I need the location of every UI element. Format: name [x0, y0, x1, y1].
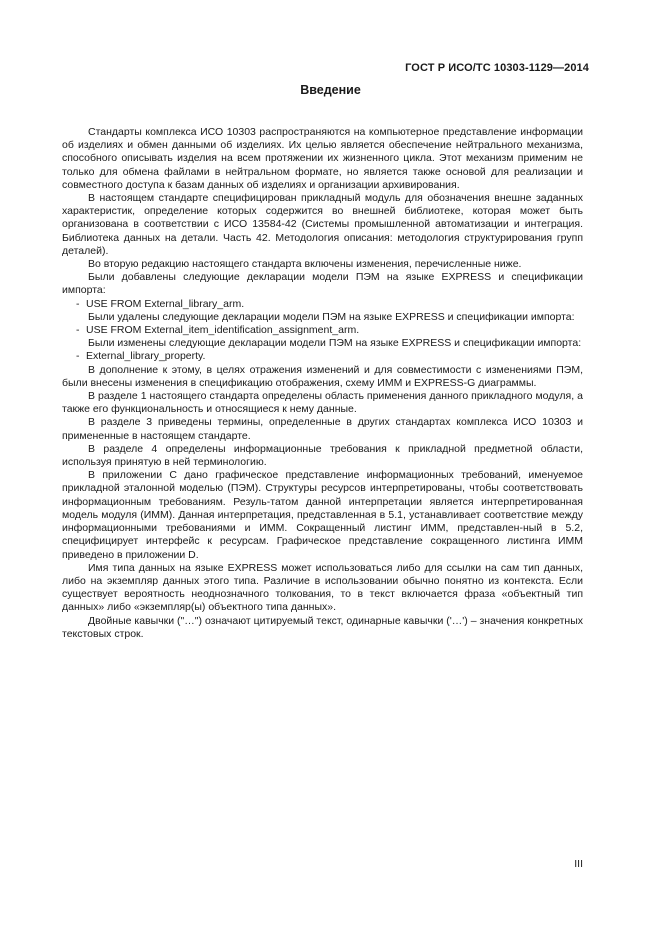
- body-text: [62, 126, 583, 641]
- paragraph: Имя типа данных на языке EXPRESS может использоваться либо для ссылки на сам тип данных, либо на экземпляр данных этого типа. Различие в использовании обычно понятно из контекста. Если существует вероятность неоднозначного толкования, то в текст включается фраза «объектный тип данных» либо «экземпляр(ы) объектного типа данных».: [62, 561, 583, 614]
- paragraph: В приложении С дано графическое представление информационных требований, именуемое прикладной эталонной моделью (ПЭМ). Структуры ресурсов интерпретированы, чтобы соответствовать информационным требованиям. Резуль-татом данной интерпретации является интерпретированная модель модуля (ИММ). Данная интерпретация, представленная в 5.1, устанавливает соответствие между информационными требованиями и ИММ. Сокращенный листинг ИММ, представлен-ный в 5.2, специфицирует интерфейс к ресурсам. Графическое представление сокращенного листинга ИММ приведено в приложении D.: [62, 469, 583, 561]
- paragraph: Двойные кавычки ("…") означают цитируемый текст, одинарные кавычки ('…') – значения конкретных текстовых строк.: [62, 614, 583, 640]
- list-item-text: External_library_property.: [86, 350, 206, 363]
- paragraph: Во вторую редакцию настоящего стандарта включены изменения, перечисленные ниже.: [88, 258, 522, 271]
- dash-marker: -: [76, 297, 80, 310]
- paragraph: Были добавлены следующие декларации модели ПЭМ на языке EXPRESS и спецификации импорта:: [62, 271, 583, 297]
- paragraph: Были изменены следующие декларации модели ПЭМ на языке EXPRESS и спецификации импорта:: [88, 337, 582, 350]
- list-item-text: USE FROM External_library_arm.: [86, 297, 245, 310]
- paragraph: В дополнение к этому, в целях отражения изменений и для совместимости с изменениями ПЭМ, были внесены изменения в спецификацию отображения, схему ИММ и EXPRESS-G диаграммы.: [62, 363, 583, 389]
- paragraph: В разделе 4 определены информационные требования к прикладной предметной области, используя принятую в ней терминологию.: [62, 442, 583, 469]
- paragraph: В настоящем стандарте специфицирован прикладный модуль для обозначения внешне заданных характеристик, определение которых содержится во внешней библиотеке, которая может быть организована в соответствии с ИСО 13584-42 (Системы промышленной автоматизации и интеграция. Библиотека данных на детали. Часть 42. Методология описания: методология структурирования групп деталей).: [62, 192, 583, 257]
- document-code: ГОСТ Р ИСО/ТС 10303-1129—2014: [405, 62, 589, 74]
- list-item: [62, 350, 583, 363]
- list-item: [62, 324, 583, 337]
- section-title: Введение: [300, 83, 361, 97]
- paragraph: Стандарты комплекса ИСО 10303 распространяются на компьютерное представление информации об изделиях и обмен данными об изделиях. Их целью является обеспечение нейтрального механизма, способного описывать изделия на всем протяжении их жизненного цикла. Этот механизм применим не только для обмена файлами в нейтральном формате, но является также основой для реализации и совместного доступа к базам данных об изделиях и организации архивирования.: [62, 126, 583, 191]
- dash-marker: -: [76, 324, 80, 337]
- paragraph: Были удалены следующие декларации модели ПЭМ на языке EXPRESS и спецификации импорта:: [88, 310, 575, 323]
- paragraph: В разделе 1 настоящего стандарта определены область применения данного прикладного модуля, а также его функциональность и относящиеся к нему данные.: [62, 390, 583, 416]
- page-number: III: [574, 858, 583, 870]
- list-item-text: USE FROM External_item_identification_assignment_arm.: [86, 324, 360, 337]
- list-item: [62, 298, 583, 311]
- dash-marker: -: [76, 350, 80, 363]
- paragraph: В разделе 3 приведены термины, определенные в других стандартах комплекса ИСО 10303 и примененные в настоящем стандарте.: [62, 416, 583, 442]
